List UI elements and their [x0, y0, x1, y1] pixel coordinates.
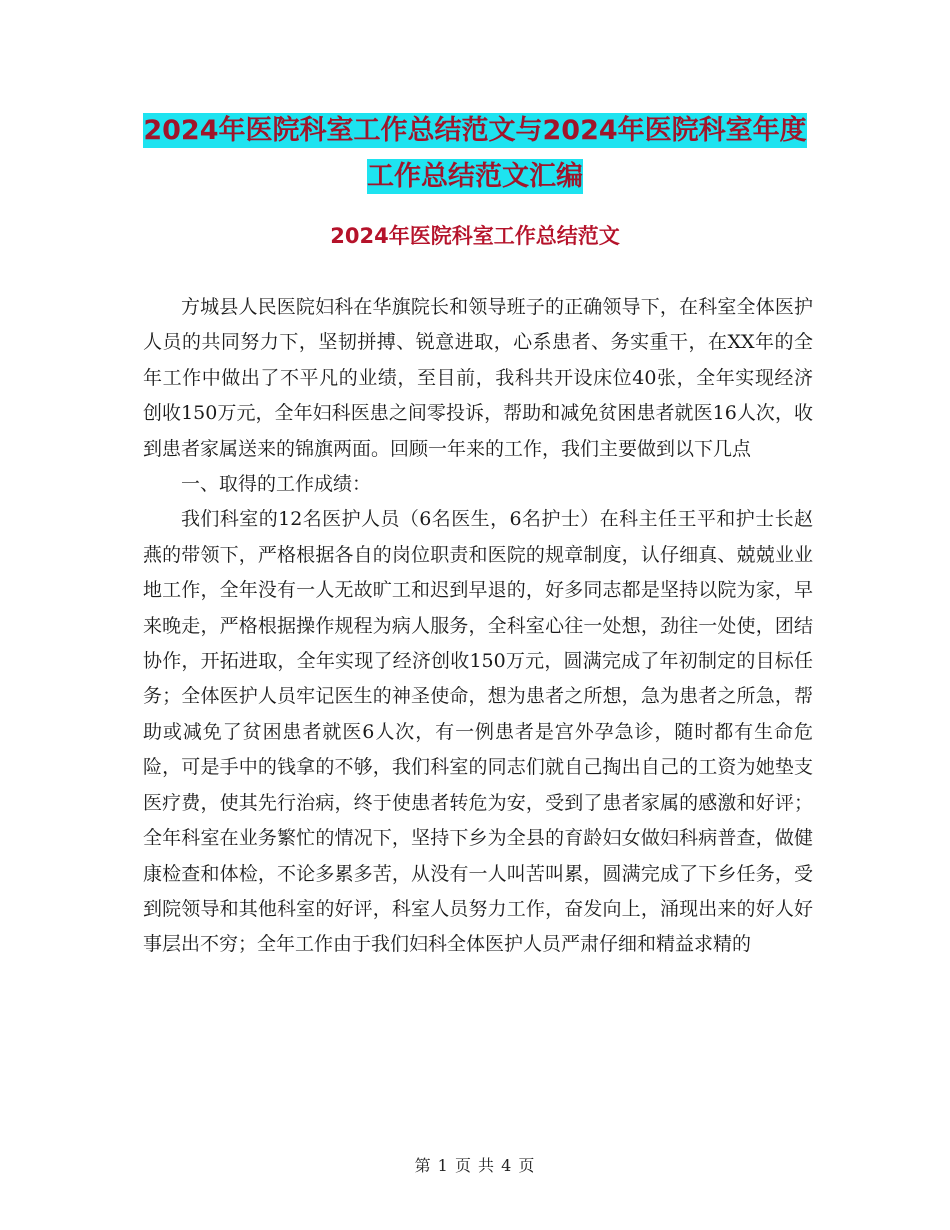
document-title: [0, 108, 950, 200]
paragraph-heading-achievements: 一、取得的工作成绩：: [181, 473, 372, 496]
page-footer: 第 1 页 共 4 页: [414, 1156, 536, 1175]
document-title-line-1: 2024年医院科室工作总结范文与2024年医院科室年度: [143, 115, 807, 146]
section-title: 2024年医院科室工作总结范文: [330, 224, 620, 248]
paragraph-intro: 方城县人民医院妇科在华旗院长和领导班子的正确领导下，在科室全体医护人员的共同努力下，坚韧拼搏、锐意进取，心系患者、务实重干，在XX年的全年工作中做出了不平凡的业绩，至目前，我科共开设床位40张，全年实现经济创收150万元，全年妇科医患之间零投诉，帮助和减免贫困患者就医16人次，收到患者家属送来的锦旗两面。回顾一年来的工作，我们主要做到以下几点: [143, 296, 813, 460]
paragraph-achievements: 我们科室的12名医护人员（6名医生，6名护士）在科主任王平和护士长赵燕的带领下，严格根据各自的岗位职责和医院的规章制度，认仔细真、兢兢业业地工作，全年没有一人无故旷工和迟到早退的，好多同志都是坚持以院为家，早来晚走，严格根据操作规程为病人服务，全科室心往一处想，劲往一处使，团结协作，开拓进取，全年实现了经济创收150万元，圆满完成了年初制定的目标任务；全体医护人员牢记医生的神圣使命，想为患者之所想，急为患者之所急，帮助或减免了贫困患者就医6人次，有一例患者是宫外孕急诊，随时都有生命危险，可是手中的钱拿的不够，我们科室的同志们就自己掏出自己的工资为她垫支医疗费，使其先行治病，终于使患者转危为安，受到了患者家属的感激和好评；全年科室在业务繁忙的情况下，坚持下乡为全县的育龄妇女做妇科病普查，做健康检查和体检，不论多累多苦，从没有一人叫苦叫累，圆满完成了下乡任务，受到院领导和其他科室的好评，科室人员努力工作，奋发向上，涌现出来的好人好事层出不穷；全年工作由于我们妇科全体医护人员严肃仔细和精益求精的: [143, 508, 813, 956]
document-body: [143, 290, 813, 963]
document-title-line-2: 工作总结范文汇编: [367, 161, 583, 192]
